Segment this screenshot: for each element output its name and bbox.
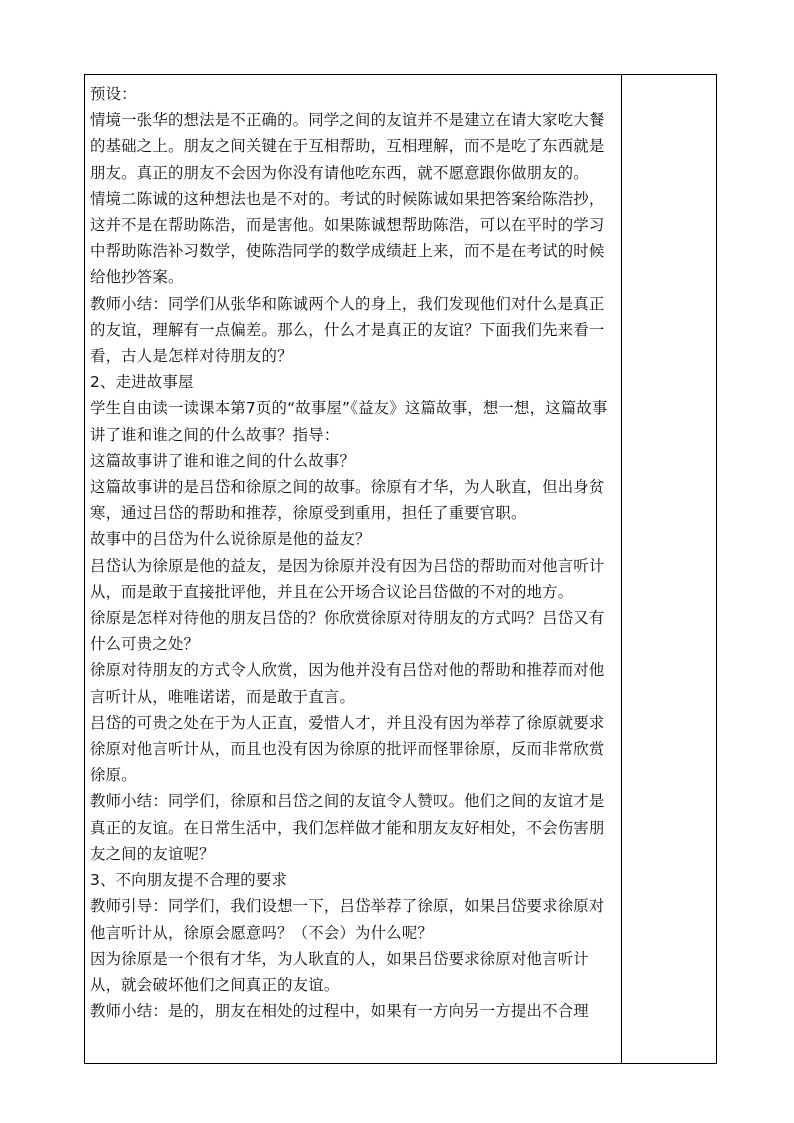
paragraph-scenario-one: 情境一张华的想法是不正确的。同学之间的友谊并不是建立在请大家吃大餐的基础之上。朋友之间关键在于互相帮助，互相理解，而不是吃了东西就是朋友。真正的朋友不会因为你没有请他吃东西，就不愿意跟你做朋友的。 xyxy=(90,111,605,182)
paragraph-question-1: 这篇故事讲了谁和谁之间的什么故事？ xyxy=(90,451,356,470)
paragraph-question-2: 故事中的吕岱为什么说徐原是他的益友？ xyxy=(90,530,371,549)
paragraph-question-3: 徐原是怎样对待他的朋友吕岱的？你欣赏徐原对待朋友的方式吗？吕岱又有什么可贵之处？ xyxy=(90,609,605,654)
paragraph-reading-task: 学生自由读一读课本第7页的“故事屋”《益友》这篇故事，想一想，这篇故事讲了谁和谁之间的什么故事？指导： xyxy=(90,399,608,444)
section-heading-no-unreasonable-requests: 3、不向朋友提不合理的要求 xyxy=(90,871,288,890)
paragraph-teacher-guidance: 教师引导：同学们，我们设想一下，吕岱举荐了徐原，如果吕岱要求徐原对他言听计从，徐原会愿意吗？（不会）为什么呢？ xyxy=(90,897,605,942)
content-cell xyxy=(85,75,622,1063)
paragraph-answer-2: 吕岱认为徐原是他的益友，是因为徐原并没有因为吕岱的帮助而对他言听计从，而是敢于直接批评他，并且在公开场合议论吕岱做的不对的地方。 xyxy=(90,556,605,601)
lesson-plan-table xyxy=(84,74,717,1064)
paragraph-answer-3a: 徐原对待朋友的方式令人欣赏，因为他并没有吕岱对他的帮助和推荐而对他言听计从，唯唯诺诺，而是敢于直言。 xyxy=(90,661,605,706)
paragraph-answer-4: 因为徐原是一个很有才华，为人耿直的人，如果吕岱要求徐原对他言听计从，就会破坏他们之间真正的友谊。 xyxy=(90,949,589,994)
paragraph-teacher-summary-1: 教师小结：同学们从张华和陈诚两个人的身上，我们发现他们对什么是真正的友谊，理解有一点偏差。那么，什么才是真正的友谊？下面我们先来看一看，古人是怎样对待朋友的？ xyxy=(90,294,605,366)
paragraph-teacher-summary-2: 教师小结：同学们，徐原和吕岱之间的友谊令人赞叹。他们之间的友谊才是真正的友谊。在日常生活中，我们怎样做才能和朋友友好相处，不会伤害朋友之间的友谊呢？ xyxy=(90,792,605,863)
paragraph-teacher-summary-3: 教师小结：是的，朋友在相处的过程中，如果有一方向另一方提出不合理 xyxy=(90,1002,589,1021)
paragraph-preset-label: 预设： xyxy=(90,85,137,103)
notes-cell xyxy=(622,75,716,1063)
paragraph-answer-1: 这篇故事讲的是吕岱和徐原之间的故事。徐原有才华，为人耿直，但出身贫寒，通过吕岱的帮助和推荐，徐原受到重用，担任了重要官职。 xyxy=(90,478,605,523)
paragraph-scenario-two: 情境二陈诚的这种想法也是不对的。考试的时候陈诚如果把答案给陈浩抄，这并不是在帮助陈浩，而是害他。如果陈诚想帮助陈浩，可以在平时的学习中帮助陈浩补习数学，使陈浩同学的数学成绩赶上来，而不是在考试的时候给他抄答案。 xyxy=(90,189,605,287)
paragraph-answer-3b: 吕岱的可贵之处在于为人正直，爱惜人才，并且没有因为举荐了徐原就要求徐原对他言听计从，而且也没有因为徐原的批评而怪罪徐原，反而非常欣赏徐原。 xyxy=(90,713,605,785)
content-text xyxy=(90,81,616,1024)
section-heading-story-house: 2、走进故事屋 xyxy=(90,373,194,392)
